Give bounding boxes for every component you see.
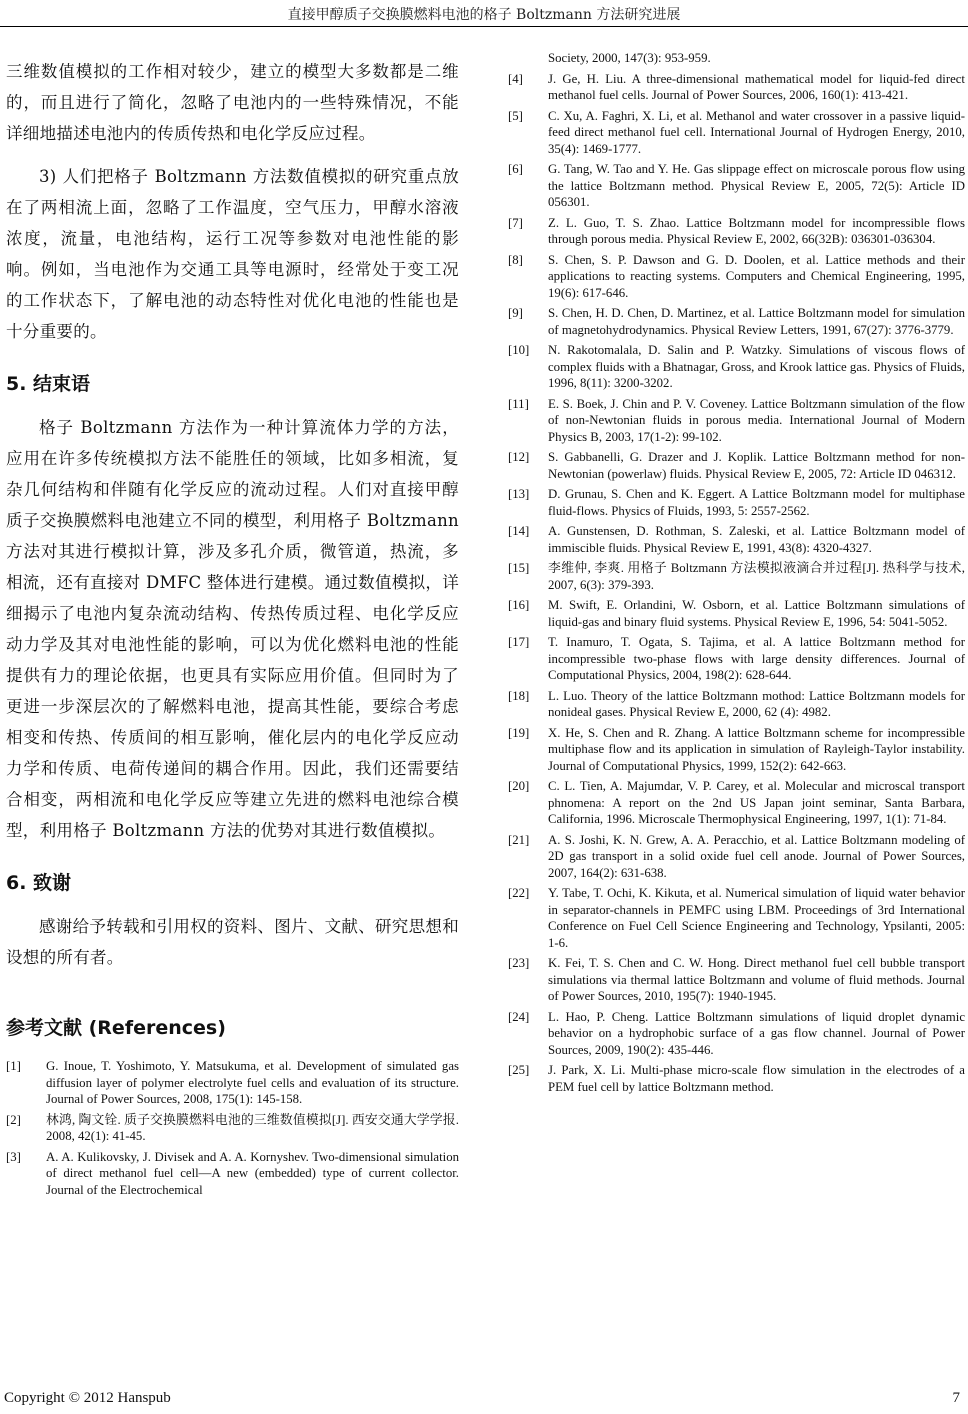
reference-text: C. Xu, A. Faghri, X. Li, et al. Methanol and water crossover in a passive liquid-feed direct methanol fuel cell. International Journal of Hydrogen Energy, 2010, 35(4): 1469-1777. xyxy=(548,108,965,156)
reference-number: [4] xyxy=(508,71,523,86)
reference-item xyxy=(508,885,965,951)
reference-number: [18] xyxy=(508,688,530,703)
section-6-heading: 6. 致谢 xyxy=(6,872,72,894)
right-column xyxy=(508,50,965,1099)
reference-text: X. He, S. Chen and R. Zhang. A lattice Boltzmann scheme for incompressible multiphase flow and its application in simulation of Rayleigh-Taylor instability. Journal of Computational Physics, 1999, 152(2): 642-663. xyxy=(548,725,965,773)
reference-number: [3] xyxy=(6,1149,21,1164)
reference-number: [20] xyxy=(508,779,530,793)
reference-number: [14] xyxy=(508,524,530,538)
reference-number: [11] xyxy=(508,396,529,411)
page-number: 7 xyxy=(952,1390,960,1406)
reference-text: G. Inoue, T. Yoshimoto, Y. Matsukuma, et al. Development of simulated gas diffusion layer of polymer electrolyte fuel cells and evaluation of its structure. Journal of Power Sources, 2008, 175(1): 145-158. xyxy=(46,1059,459,1106)
section-6-paragraph: 感谢给予转载和引用权的资料、图片、文献、研究思想和设想的所有者。 xyxy=(6,917,459,967)
reference-number: [6] xyxy=(508,162,523,176)
intro-paragraph: 三维数值模拟的工作相对较少，建立的模型大多数都是二维的，而且进行了简化，忽略了电池内的一些特殊情况，不能详细地描述电池内的传质传热和电化学反应过程。 xyxy=(6,62,459,143)
reference-number: [2] xyxy=(6,1112,21,1127)
references-list-left xyxy=(6,1058,459,1198)
reference-text: 林鸿, 陶文铨. 质子交换膜燃料电池的三维数值模拟[J]. 西安交通大学学报. 2008, 42(1): 41-45. xyxy=(46,1112,459,1143)
section-5-paragraph: 格子 Boltzmann 方法作为一种计算流体力学的方法，应用在许多传统模拟方法不能胜任的领域，比如多相流，复杂几何结构和伴随有化学反应的流动过程。人们对直接甲醇质子交换膜燃料电池建立不同的模型，利用格子 Boltzmann 方法对其进行模拟计算，涉及多孔介质，微管道，热流，多相流，还有直接对 DMFC 整体进行建模。通过数值模拟，详细揭示了电池内复杂流动结构、传热传质过程、电化学反应动力学及其对电池性能的影响，可以为优化燃料电池的性能提供有力的理论依据，也更具有实际应用价值。但同时为了更进一步深层次的了解燃料电池，提高其性能，要综合考虑相变和传热、传质间的相互影响，催化层内的电化学反应动力学和传质、电荷传递间的耦合作用。因此，我们还需要结合相变，两相流和电化学反应等建立先进的燃料电池综合模型，利用格子 Boltzmann 方法的优势对其进行数值模拟。 xyxy=(6,418,459,840)
references-heading: 参考文献 (References) xyxy=(6,1017,226,1039)
reference-item xyxy=(508,1009,965,1059)
reference-text: M. Swift, E. Orlandini, W. Osborn, et al. Lattice Boltzmann simulations of liquid-gas and binary fluid systems. Physical Review E, 1996, 54: 5041-5052. xyxy=(548,598,965,629)
reference-item xyxy=(508,523,965,556)
reference-item xyxy=(508,634,965,684)
reference-item xyxy=(6,1149,459,1199)
reference-text: K. Fei, T. S. Chen and C. W. Hong. Direct methanol fuel cell bubble transport simulations via thermal lattice Boltzmann and volume of fluid methods. Journal of Power Sources, 2010, 195(7): 1940-1945. xyxy=(548,956,965,1003)
references-list-right xyxy=(508,71,965,1096)
point-3-paragraph: 3) 人们把格子 Boltzmann 方法数值模拟的研究重点放在了两相流上面，忽略了工作温度，空气压力，甲醇水溶液浓度，流量，电池结构，运行工况等参数对电池性能的影响。例如，当电池作为交通工具等电源时，经常处于变工况的工作状态下，了解电池的动态特性对优化电池的性能也是十分重要的。 xyxy=(6,167,459,341)
reference-text: T. Inamuro, T. Ogata, S. Tajima, et al. A lattice Boltzmann method for incompressible two-phase flows with large density differences. Journal of Computational Physics, 2004, 198(2): 628-644. xyxy=(548,635,965,682)
reference-item xyxy=(508,778,965,828)
reference-number: [17] xyxy=(508,635,530,649)
reference-item xyxy=(508,486,965,519)
reference-number: [9] xyxy=(508,306,523,320)
reference-item xyxy=(508,305,965,338)
reference-number: [8] xyxy=(508,252,523,267)
reference-text: E. S. Boek, J. Chin and P. V. Coveney. Lattice Boltzmann simulation of the flow of non-Newtonian fluids in porous media. International Journal of Modern Physics B, 2003, 17(1-2): 99-102. xyxy=(548,396,965,444)
reference-number: [22] xyxy=(508,886,530,900)
reference-text: S. Chen, S. P. Dawson and G. D. Doolen, et al. Lattice methods and their applications to reacting systems. Computers and Chemical Engineering, 1995, 19(6): 617-646. xyxy=(548,252,965,300)
reference-number: [21] xyxy=(508,832,530,847)
reference-text: C. L. Tien, A. Majumdar, V. P. Carey, et al. Molecular and microscal transport phnomena: A report on the 2nd US Japan joint seminar, Santa Barbara, California, 1996. Microscale Thermophysical Engineering, 1997, 1(1): 71-84. xyxy=(548,779,965,826)
reference-item xyxy=(508,161,965,211)
running-header: 直接甲醇质子交换膜燃料电池的格子 Boltzmann 方法研究进展 xyxy=(287,7,681,23)
reference-text: J. Park, X. Li. Multi-phase micro-scale flow simulation in the electrodes of a PEM fuel cell by lattice Boltzmann method. xyxy=(548,1063,965,1094)
reference-number: [12] xyxy=(508,450,530,464)
reference-number: [10] xyxy=(508,343,530,357)
reference-text: G. Tang, W. Tao and Y. He. Gas slippage effect on microscale porous flow using the lattice Boltzmann method. Physical Review E, 2005, 72(5): Article ID 056301. xyxy=(548,162,965,209)
reference-number: [23] xyxy=(508,956,530,970)
reference-text: S. Chen, H. D. Chen, D. Martinez, et al. Lattice Boltzmann model for simulation of magnetohydrodynamics. Physical Review Letters, 1991, 67(27): 3776-3779. xyxy=(548,306,965,337)
reference-item xyxy=(508,252,965,302)
reference-text: 李维仲, 李爽. 用格子 Boltzmann 方法模拟液滴合并过程[J]. 热科学与技术, 2007, 6(3): 379-393. xyxy=(548,561,965,592)
reference-text: Z. L. Guo, T. S. Zhao. Lattice Boltzmann model for incompressible flows through porous media. Physical Review E, 2002, 66(32B): 036301-036304. xyxy=(548,215,965,246)
reference-text: D. Grunau, S. Chen and K. Eggert. A Lattice Boltzmann model for multiphase fluid-flows. Physics of Fluids, 1993, 5: 2557-2562. xyxy=(548,487,965,518)
reference-number: [5] xyxy=(508,108,523,123)
reference-text: A. A. Kulikovsky, J. Divisek and A. A. Kornyshev. Two-dimensional simulation of direct methanol fuel cell—A new (embedded) type of current collector. Journal of the Electrochemical xyxy=(46,1149,459,1197)
reference-item xyxy=(508,396,965,446)
reference-number: [24] xyxy=(508,1009,530,1024)
reference-item xyxy=(508,832,965,882)
reference-item xyxy=(508,725,965,775)
reference-text: A. Gunstensen, D. Rothman, S. Zaleski, et al. Lattice Boltzmann model of immiscible fluids. Physical Review E, 1991, 43(8): 4320-4327. xyxy=(548,524,965,555)
reference-text: N. Rakotomalala, D. Salin and P. Watzky. Simulations of viscous flows of complex fluids with a Bhatnagar, Gross, and Krook lattice gas. Physics of Fluids, 1996, 8(11): 3200-3202. xyxy=(548,343,965,390)
reference-number: [25] xyxy=(508,1063,530,1077)
reference-text: L. Hao, P. Cheng. Lattice Boltzmann simulations of liquid droplet dynamic behavior on a hydrophobic surface of a gas flow channel. Journal of Power Sources, 2009, 190(2): 435-446. xyxy=(548,1009,965,1057)
header-rule xyxy=(0,26,968,27)
reference-item xyxy=(508,688,965,721)
reference-item xyxy=(508,108,965,158)
reference-number: [7] xyxy=(508,215,523,230)
reference-text: Y. Tabe, T. Ochi, K. Kikuta, et al. Numerical simulation of liquid water behavior in separator-channels in PEMFC using LBM. Proceedings of 3rd International Conference on Fuel Cell Science Engineering and Technology, Ypsilanti, 2005: 1-6. xyxy=(548,886,965,950)
reference-item xyxy=(6,1058,459,1108)
reference-item xyxy=(508,955,965,1005)
reference-item xyxy=(508,449,965,482)
reference-3-continuation: Society, 2000, 147(3): 953-959. xyxy=(548,51,711,65)
reference-item xyxy=(508,1062,965,1095)
reference-number: [19] xyxy=(508,725,530,740)
reference-number: [13] xyxy=(508,487,530,501)
reference-number: [1] xyxy=(6,1059,21,1073)
reference-item xyxy=(6,1112,459,1145)
left-column xyxy=(6,56,459,1202)
reference-text: L. Luo. Theory of the lattice Boltzmann mothod: Lattice Boltzmann models for nonideal gases. Physical Review E, 2000, 62 (4): 4982. xyxy=(548,688,965,719)
reference-item xyxy=(508,71,965,104)
reference-item xyxy=(508,560,965,593)
reference-number: [15] xyxy=(508,561,530,575)
reference-text: S. Gabbanelli, G. Drazer and J. Koplik. Lattice Boltzmann method for non-Newtonian (powerlaw) fluids. Physical Review E, 2005, 72: Article ID 046312. xyxy=(548,450,965,481)
reference-item xyxy=(508,342,965,392)
reference-item xyxy=(508,597,965,630)
reference-item xyxy=(508,215,965,248)
reference-text: A. S. Joshi, K. N. Grew, A. A. Peracchio, et al. Lattice Boltzmann modeling of 2D gas transport in a solid oxide fuel cell anode. Journal of Power Sources, 2007, 164(2): 631-638. xyxy=(548,832,965,880)
footer-copyright: Copyright © 2012 Hanspub xyxy=(4,1390,171,1406)
reference-text: J. Ge, H. Liu. A three-dimensional mathematical model for liquid-fed direct methanol fuel cells. Journal of Power Sources, 2006, 160(1): 413-421. xyxy=(548,71,965,102)
reference-number: [16] xyxy=(508,598,530,612)
section-5-heading: 5. 结束语 xyxy=(6,373,91,395)
